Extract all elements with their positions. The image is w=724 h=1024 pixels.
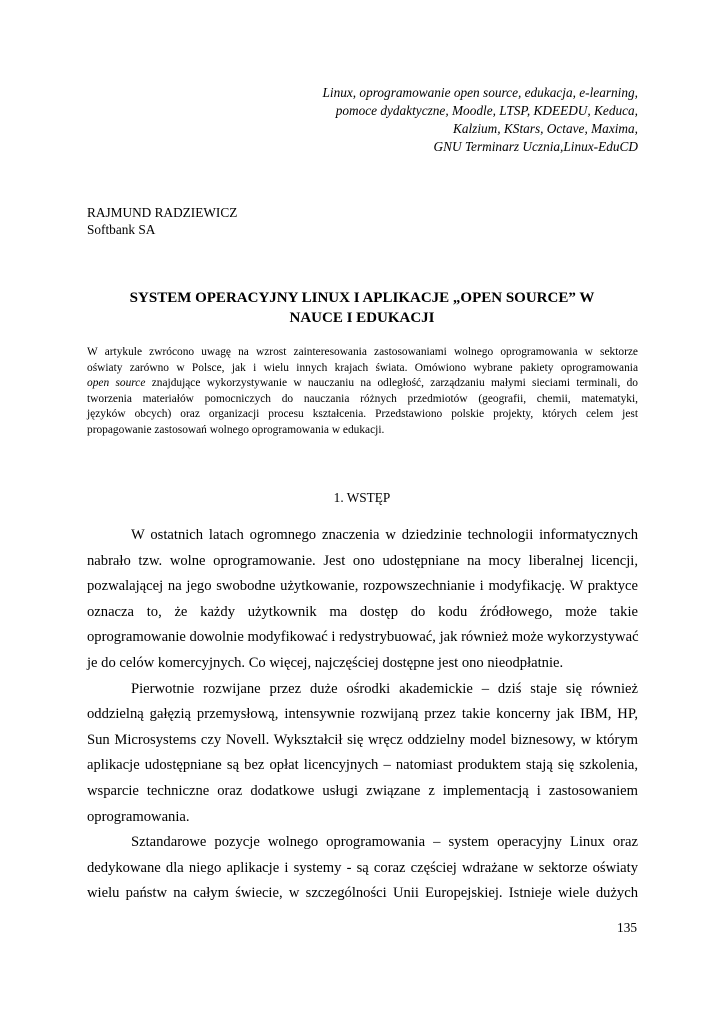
keyword-line: Kalzium, KStars, Octave, Maxima, [452, 121, 638, 136]
body-line: Sun Microsystems czy Novell. Wykształcił się wręcz oddzielny model biznesowy, w którym [87, 731, 638, 748]
author-affiliation: Softbank SA [87, 222, 156, 237]
body-line: oddzielną gałęzią przemysłową, intensywnie rozwijaną przez takie koncerny jak IBM, HP, [87, 706, 638, 723]
body-text [87, 523, 638, 907]
abstract-line [87, 376, 638, 392]
body-line: pozwalającej na jego swobodne użytkowanie, rozpowszechnianie i modyfikację. W praktyce [87, 578, 638, 595]
body-line: wielu państw na całym świecie, w szczególności Unii Europejskiej. Istnieje wiele dużych [87, 885, 638, 902]
body-line: Pierwotnie rozwijane przez duże ośrodki akademickie – dziś staje się również [131, 680, 638, 697]
body-line: aplikacje udostępniane są bez opłat licencyjnych – natomiast produktem stają się szkolenia, [87, 757, 638, 774]
author-block [87, 204, 237, 238]
abstract [87, 345, 638, 439]
page-number: 135 [617, 920, 637, 935]
paper-title [87, 288, 637, 328]
title-line: NAUCE I EDUKACJI [289, 310, 435, 326]
body-line: W ostatnich latach ogromnego znaczenia w dziedzinie technologii informatycznych [131, 527, 638, 543]
body-line: je do celów komercyjnych. Co więcej, najczęściej dostępne jest ono nieodpłatnie. [87, 654, 564, 671]
title-line: SYSTEM OPERACYJNY LINUX I APLIKACJE „OPEN SOURCE” W [129, 290, 595, 306]
body-line: oprogramowania. [87, 808, 190, 825]
keyword-line: pomoce dydaktyczne, Moodle, LTSP, KDEEDU, Keduca, [335, 103, 638, 118]
abstract-emphasis: open source [87, 377, 146, 390]
body-line: Sztandarowe pozycje wolnego oprogramowania – system operacyjny Linux oraz [131, 834, 638, 851]
body-line: dedykowane dla niego aplikacje i systemy - są coraz częściej wdrażane w sektorze oświaty [87, 859, 638, 876]
body-line: nabrało tzw. wolne oprogramowanie. Jest ono udostępniane na mocy liberalnej licencji, [87, 552, 638, 569]
abstract-line: języków obcych) oraz organizacji procesu kształcenia. Przedstawiono polskie projekty, których celem jest [87, 408, 638, 421]
abstract-line: propagowanie zastosowań wolnego oprogramowania w edukacji. [87, 423, 385, 436]
section-heading: 1. WSTĘP [333, 490, 391, 505]
body-line: oznacza to, że każdy użytkownik ma dostęp do kodu źródłowego, może takie [87, 603, 638, 620]
keywords-block [218, 84, 638, 156]
keyword-line: GNU Terminarz Ucznia,Linux-EduCD [433, 139, 638, 154]
keyword-line: Linux, oprogramowanie open source, edukacja, e-learning, [322, 85, 638, 100]
abstract-line: W artykule zwrócono uwagę na wzrost zainteresowania zastosowaniami wolnego oprogramowania w sektorze [87, 346, 638, 358]
body-line: wsparcie techniczne oraz dodatkowe usługi związane z implementacją i zastosowaniem [87, 782, 638, 799]
body-line: oprogramowanie dowolnie modyfikować i redystrybuować, jak również może wykorzystywać [87, 629, 639, 646]
abstract-line: oświaty zarówno w Polsce, jak i wielu innych krajach świata. Omówiono wybrane pakiety oprogramowania [87, 361, 638, 374]
abstract-line-rest: znajdujące wykorzystywanie w nauczaniu na odległość, zarządzaniu małymi sieciami terminali, do [145, 377, 638, 390]
abstract-line: tworzenia materiałów pomocniczych do nauczania różnych przedmiotów (geografii, chemii, matematyki, [87, 392, 638, 405]
author-name: RAJMUND RADZIEWICZ [87, 205, 238, 220]
